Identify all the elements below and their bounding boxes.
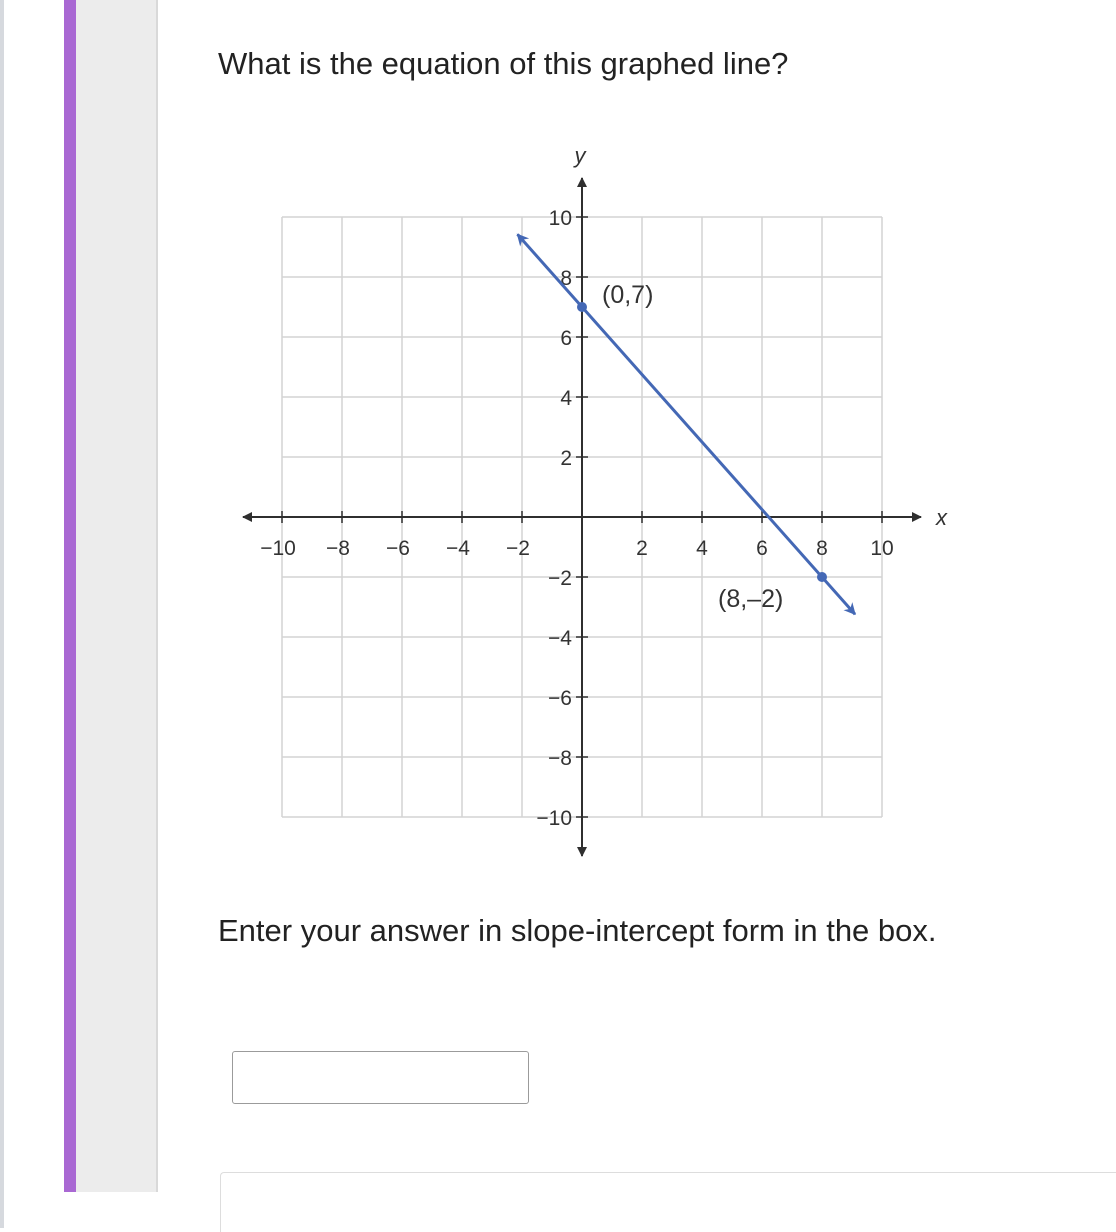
point-label: (0,7) <box>602 281 654 309</box>
x-tick-label: −4 <box>446 537 470 560</box>
y-tick-label: 2 <box>560 447 572 470</box>
axes <box>243 178 921 856</box>
y-tick-label: 8 <box>560 267 572 290</box>
graphed-line-group <box>518 234 856 614</box>
y-tick-label: −2 <box>548 567 572 590</box>
answer-input[interactable] <box>232 1051 529 1104</box>
x-tick-label: −8 <box>326 537 350 560</box>
answer-instruction: Enter your answer in slope-intercept form in the box. <box>218 913 937 948</box>
x-tick-label: −10 <box>260 537 296 560</box>
y-tick-label: 6 <box>560 327 572 350</box>
tick-labels <box>260 143 948 830</box>
y-tick-label: 4 <box>560 387 572 410</box>
x-tick-label: 10 <box>870 537 894 560</box>
x-tick-label: −6 <box>386 537 410 560</box>
point-marker <box>817 572 827 582</box>
x-tick-label: −2 <box>506 537 530 560</box>
graphed-line <box>518 234 856 614</box>
y-tick-label: −10 <box>536 807 572 830</box>
point-marker <box>577 302 587 312</box>
x-axis-title: x <box>936 505 947 530</box>
y-tick-label: −8 <box>548 747 572 770</box>
next-section-card <box>220 1172 1116 1232</box>
y-tick-label: −4 <box>548 627 572 650</box>
x-tick-label: 8 <box>816 537 828 560</box>
y-tick-label: 10 <box>548 207 572 230</box>
question-prompt: What is the equation of this graphed line? <box>218 46 789 81</box>
point-label: (8,–2) <box>718 585 784 613</box>
y-tick-label: −6 <box>548 687 572 710</box>
x-tick-label: 6 <box>756 537 768 560</box>
x-tick-label: 4 <box>696 537 708 560</box>
x-tick-label: 2 <box>636 537 648 560</box>
y-axis-title: y <box>574 143 586 168</box>
